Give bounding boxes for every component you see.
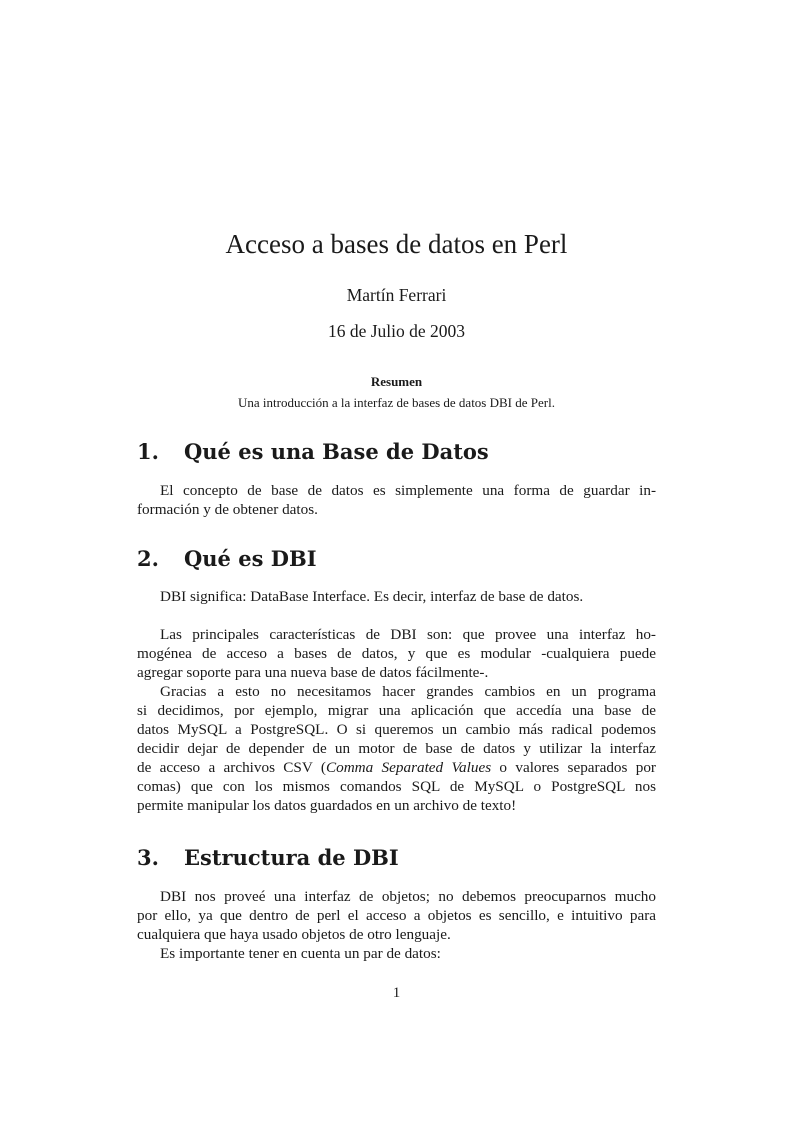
text-line: cualquiera que haya usado objetos de otro lenguaje. — [137, 926, 451, 943]
text-line: comas) que con los mismos comandos SQL de MySQL o PostgreSQL nos — [137, 778, 656, 795]
text-line: Las principales características de DBI son: que provee una interfaz ho- — [160, 626, 656, 643]
section-heading-1 — [137, 439, 489, 465]
section-title: Qué es una Base de Datos — [184, 439, 489, 464]
text-line: decidir dejar de depender de un motor de base de datos y utilizar la interfaz — [137, 740, 656, 757]
section-2-paragraph-1 — [137, 587, 656, 606]
section-title: Estructura de DBI — [184, 845, 399, 870]
abstract-heading: Resumen — [370, 374, 423, 389]
section-title: Qué es DBI — [184, 546, 317, 571]
section-number: 3. — [137, 845, 159, 870]
text-line: agregar soporte para una nueva base de datos fácilmente-. — [137, 664, 489, 681]
text-line: permite manipular los datos guardados en un archivo de texto! — [137, 797, 517, 814]
text-fragment: de acceso a archivos CSV ( — [137, 759, 326, 776]
text-line: formación y de obtener datos. — [137, 501, 318, 518]
section-heading-2 — [137, 546, 317, 572]
text-fragment: o valores separados por — [491, 759, 656, 776]
section-2-paragraph-2 — [137, 625, 656, 682]
text-line: Gracias a esto no necesitamos hacer grandes cambios en un programa — [160, 683, 656, 700]
section-heading-3 — [137, 845, 399, 871]
section-3-paragraph-2 — [137, 944, 656, 963]
text-line: datos MySQL a PostgreSQL. O si queremos un cambio más radical podemos — [137, 721, 656, 738]
section-1-paragraph — [137, 481, 656, 519]
emphasized-text: Comma Separated Values — [325, 759, 492, 776]
abstract-text: Una introducción a la interfaz de bases de datos DBI de Perl. — [238, 395, 555, 410]
section-number: 1. — [137, 439, 159, 464]
page-number: 1 — [392, 985, 401, 1001]
text-line: DBI significa: DataBase Interface. Es decir, interfaz de base de datos. — [160, 588, 584, 605]
text-line-with-emphasis — [137, 758, 656, 777]
text-line: El concepto de base de datos es simplemente una forma de guardar in- — [160, 482, 656, 499]
document-title: Acceso a bases de datos en Perl — [225, 229, 568, 259]
text-line: por ello, ya que dentro de perl el acceso a objetos es sencillo, e intuitivo para — [137, 907, 656, 924]
text-line: DBI nos proveé una interfaz de objetos; no debemos preocuparnos mucho — [160, 888, 656, 905]
text-line: Es importante tener en cuenta un par de datos: — [160, 945, 441, 962]
text-line: si decidimos, por ejemplo, migrar una aplicación que accedía una base de — [137, 702, 656, 719]
text-line: mogénea de acceso a bases de datos, y que es modular -cualquiera puede — [137, 645, 656, 662]
section-number: 2. — [137, 546, 159, 571]
author: Martín Ferrari — [346, 285, 447, 305]
section-2-paragraph-3 — [137, 682, 656, 815]
date: 16 de Julio de 2003 — [327, 321, 466, 341]
section-3-paragraph-1 — [137, 887, 656, 944]
